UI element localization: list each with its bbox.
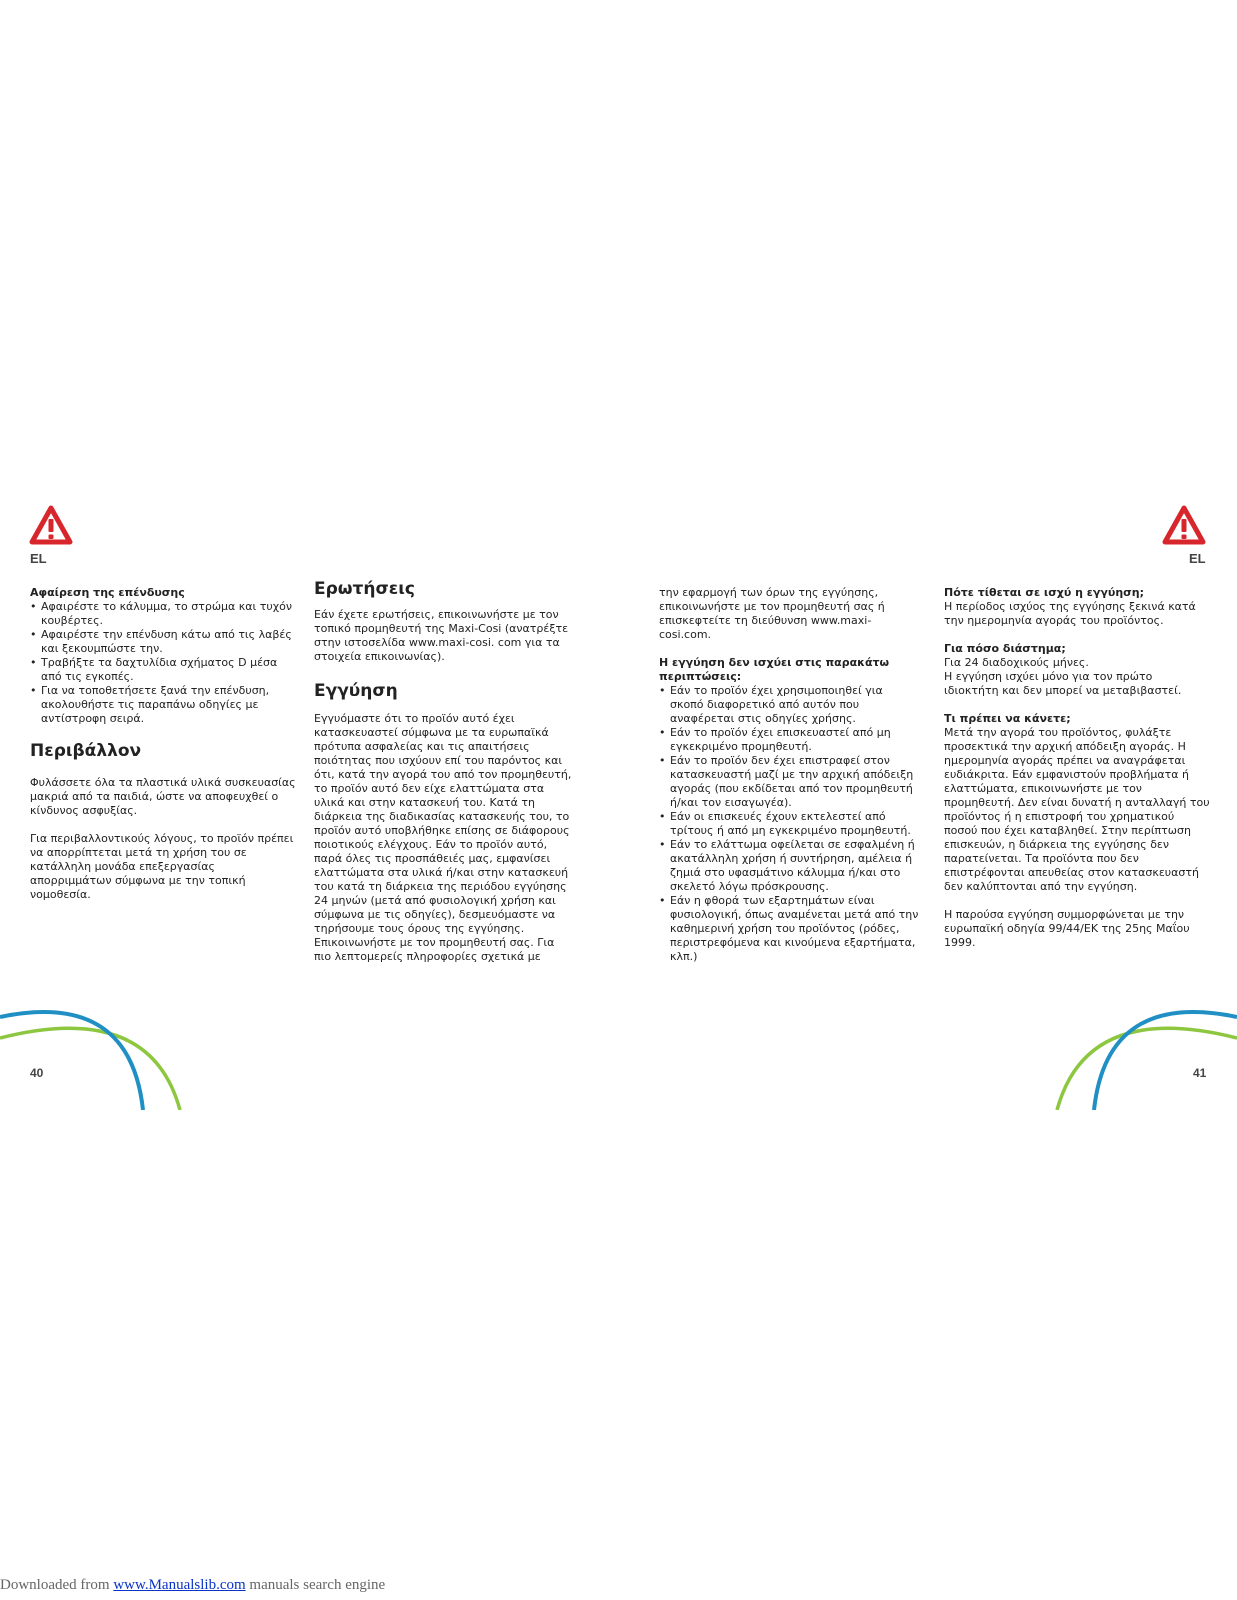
paragraph: Η παρούσα εγγύηση συμμορφώνεται με την ευρωπαϊκή οδηγία 99/44/ΕΚ της 25ης Μαΐου 1999.: [944, 908, 1190, 949]
decorative-arcs-right: [1047, 1000, 1237, 1110]
section-heading: Τι πρέπει να κάνετε;: [944, 712, 1071, 725]
page-number-left: 40: [30, 1066, 44, 1080]
list-item: • Εάν το προϊόν δεν έχει επιστραφεί στον κατασκευαστή μαζί με την αρχική απόδειξη αγοράς (που εκδίδεται από τον προμηθευτή ή/και τον εισαγωγέα).: [659, 754, 919, 810]
manualslib-link[interactable]: www.Manualslib.com: [113, 1577, 246, 1593]
list-item: • Εάν οι επισκευές έχουν εκτελεστεί από τρίτους ή από μη εγκεκριμένο προμηθευτή.: [659, 810, 919, 838]
language-code-left: EL: [30, 551, 47, 566]
section-heading: Πότε τίθεται σε ισχύ η εγγύηση;: [944, 586, 1144, 599]
list-item: • Για να τοποθετήσετε ξανά την επένδυση, ακολουθήστε τις παραπάνω οδηγίες με αντίστροφη σειρά.: [30, 684, 296, 726]
column-4: [944, 586, 1210, 950]
section-heading: Η εγγύηση δεν ισχύει στις παρακάτω περιπτώσεις:: [659, 656, 890, 683]
bullet-list: [30, 600, 296, 726]
footer: [0, 1577, 385, 1594]
list-item: • Εάν η φθορά των εξαρτημάτων είναι φυσιολογική, όπως αναμένεται μετά από την καθημερινή χρήση του προϊόντος (ρόδες, περιστρεφόμενα και κινούμενα εξαρτήματα, κλπ.): [659, 894, 919, 964]
paragraph: Φυλάσσετε όλα τα πλαστικά υλικά συσκευασίας μακριά από τα παιδιά, ώστε να αποφευχθεί ο κίνδυνος ασφυξίας.: [30, 776, 296, 817]
column-1: [30, 586, 296, 902]
warning-triangle-icon: [29, 505, 73, 547]
paragraph: Η περίοδος ισχύος της εγγύησης ξεκινά κατά την ημερομηνία αγοράς του προϊόντος.: [944, 600, 1196, 627]
section-title: Εγγύηση: [314, 681, 398, 701]
decorative-arcs-left: [0, 1000, 190, 1110]
section-title: Ερωτήσεις: [314, 579, 415, 599]
section-title: Περιβάλλον: [30, 741, 142, 761]
list-item: • Τραβήξτε τα δαχτυλίδια σχήματος D μέσα από τις εγκοπές.: [30, 656, 296, 684]
paragraph: Η εγγύηση ισχύει μόνο για τον πρώτο ιδιοκτήτη και δεν μπορεί να μεταβιβαστεί.: [944, 670, 1182, 697]
column-3: [659, 586, 919, 964]
list-item: • Εάν το ελάττωμα οφείλεται σε εσφαλμένη ή ακατάλληλη χρήση ή συντήρηση, αμέλεια ή ζημιά στο υφασμάτινο κάλυμμα ή/και στο σκελετό λόγω πρόσκρουσης.: [659, 838, 919, 894]
paragraph: Για 24 διαδοχικούς μήνες.: [944, 656, 1089, 669]
paragraph: Για περιβαλλοντικούς λόγους, το προϊόν πρέπει να απορρίπτεται μετά τη χρήση του σε κατάλληλη μονάδα επεξεργασίας απορριμμάτων σύμφωνα με την τοπική νομοθεσία.: [30, 832, 294, 901]
list-item: • Αφαιρέστε το κάλυμμα, το στρώμα και τυχόν κουβέρτες.: [30, 600, 296, 628]
language-code-right: EL: [1189, 551, 1206, 566]
page-number-right: 41: [1193, 1066, 1207, 1080]
list-item: • Εάν το προϊόν έχει επισκευαστεί από μη εγκεκριμένο προμηθευτή.: [659, 726, 919, 754]
paragraph: Εάν έχετε ερωτήσεις, επικοινωνήστε με τον τοπικό προμηθευτή της Maxi-Cosi (ανατρέξτε στην ιστοσελίδα www.maxi-cosi. com για τα στοιχεία επικοινωνίας).: [314, 608, 569, 663]
bullet-list: [659, 684, 919, 964]
section-heading: Για πόσο διάστημα;: [944, 642, 1066, 655]
paragraph: την εφαρμογή των όρων της εγγύησης, επικοινωνήστε με τον προμηθευτή σας ή επισκεφτείτε τη διεύθυνση www.maxi-cosi.com.: [659, 586, 885, 641]
list-item: • Εάν το προϊόν έχει χρησιμοποιηθεί για σκοπό διαφορετικό από αυτόν που αναφέρεται στις οδηγίες χρήσης.: [659, 684, 919, 726]
footer-prefix: Downloaded from: [0, 1577, 114, 1593]
section-heading: Αφαίρεση της επένδυσης: [30, 586, 185, 599]
paragraph: Εγγυόμαστε ότι το προϊόν αυτό έχει κατασκευαστεί σύμφωνα με τα ευρωπαϊκά πρότυπα ασφαλείας και τις απαιτήσεις ποιότητας που ισχύουν επί του παρόντος και ότι, κατά την αγορά του από τον προμηθευτή, το προϊόν αυτό δεν είχε ελαττώματα στα υλικά και στην κατασκευή του. Κατά τη διάρκεια της διαδικασίας κατασκευής του, το προϊόν αυτό υποβλήθηκε επίσης σε διάφορους ποιοτικούς ελέγχους. Εάν το προϊόν αυτό, παρά όλες τις προσπάθειές μας, εμφανίσει ελαττώματα στα υλικά ή/και στην κατασκευή του κατά τη διάρκεια της περιόδου εγγύησης 24 μηνών (μετά από φυσιολογική χρήση και σύμφωνα με τις οδηγίες), δεσμευόμαστε να τηρήσουμε τους όρους της εγγύησης. Επικοινωνήστε με τον προμηθευτή σας. Για πιο λεπτομερείς πληροφορίες σχετικά με: [314, 712, 572, 963]
column-2: [314, 578, 574, 964]
list-item: • Αφαιρέστε την επένδυση κάτω από τις λαβές και ξεκουμπώστε την.: [30, 628, 296, 656]
paragraph: Μετά την αγορά του προϊόντος, φυλάξτε προσεκτικά την αρχική απόδειξη αγοράς. Η ημερομηνία αγοράς πρέπει να αναγράφεται ευδιάκριτα. Εάν εμφανιστούν προβλήματα ή ελαττώματα, επικοινωνήστε με τον προμηθευτή. Δεν είναι δυνατή η ανταλλαγή του προϊόντος ή η επιστροφή του χρηματικού ποσού που έχει καταβληθεί. Στην περίπτωση επισκευών, η διάρκεια της εγγύησης δεν παρατείνεται. Τα προϊόντα που δεν επιστρέφονται απευθείας στον κατασκευαστή δεν καλύπτονται από την εγγύηση.: [944, 726, 1210, 893]
footer-suffix: manuals search engine: [245, 1577, 386, 1593]
warning-triangle-icon: [1162, 505, 1206, 547]
